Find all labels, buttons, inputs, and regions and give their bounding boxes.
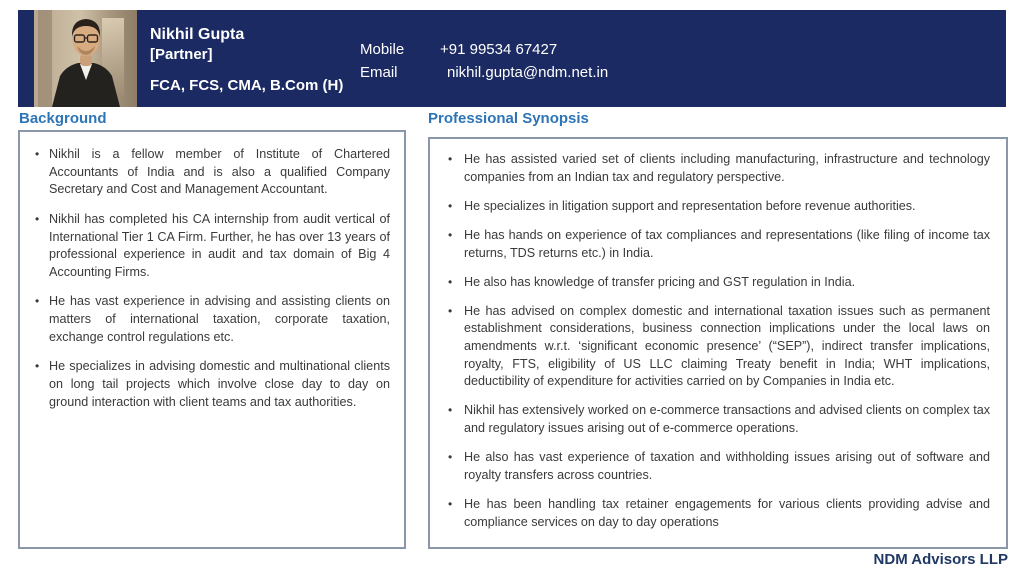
list-item: • Nikhil is a fellow member of Institute of Chartered Accountants of India and is also a qualified Company Secretary and Cost and Management Accountant.: [32, 146, 390, 199]
email-label: Email: [360, 64, 398, 81]
list-item: • Nikhil has extensively worked on e-commerce transactions and advised clients on complex tax and regulatory issues arising out of e-commerce operations.: [444, 402, 990, 437]
list-item: • He has advised on complex domestic and international taxation issues such as permanent establishment considerations, business connection implications under the local laws on amendments w.r.t. ‘significant economic presence’ (“SEP”), indirect transfer implications, royalty, FTS, eligibility of US LLC claiming Treaty benefit in India; WHT implications, deductibility of expenditure for activities carried on by Companies in India etc.: [444, 303, 990, 391]
contact-row-email: [360, 61, 608, 84]
professional-synopsis-list: [444, 151, 990, 531]
name-block: [150, 24, 343, 94]
list-item: • He has vast experience in advising and assisting clients on matters of international taxation, corporate taxation, exchange control regulations etc.: [32, 293, 390, 346]
list-item: • He also has knowledge of transfer pricing and GST regulation in India.: [444, 274, 990, 292]
contact-block: [360, 38, 608, 84]
profile-photo: [34, 10, 137, 107]
person-name: Nikhil Gupta: [150, 26, 245, 43]
mobile-label: Mobile: [360, 41, 405, 58]
list-item: • He specializes in advising domestic and multinational clients on long tail projects which involve close day to day on ground interaction with client teams and tax authorities.: [32, 358, 390, 411]
person-credentials: FCA, FCS, CMA, B.Com (H): [150, 77, 344, 94]
person-title: [Partner]: [150, 46, 213, 63]
list-item: • He has been handling tax retainer engagements for various clients providing advise and compliance services on day to day operations: [444, 496, 990, 531]
professional-synopsis-heading: Professional Synopsis: [428, 110, 589, 127]
list-item: • He specializes in litigation support and representation before revenue authorities.: [444, 198, 990, 216]
contact-row-mobile: [360, 38, 608, 61]
profile-photo-image: [34, 10, 137, 107]
header-band: [18, 10, 1006, 107]
professional-synopsis-box: [428, 137, 1008, 549]
list-item: • He has hands on experience of tax compliances and representations (like filing of income tax returns, TDS returns etc.) in India.: [444, 227, 990, 262]
list-item: • He has assisted varied set of clients including manufacturing, infrastructure and technology companies from an Indian tax and regulatory perspective.: [444, 151, 990, 186]
background-list: [32, 146, 390, 411]
mobile-value: +91 99534 67427: [440, 41, 558, 58]
list-item: • Nikhil has completed his CA internship from audit vertical of International Tier 1 CA Firm. Further, he has over 13 years of professional experience in audit and tax domain of Big 4 Accounting Firms.: [32, 211, 390, 282]
email-value: nikhil.gupta@ndm.net.in: [447, 64, 609, 81]
background-heading: Background: [19, 110, 107, 127]
background-box: [18, 130, 406, 549]
company-name: NDM Advisors LLP: [873, 551, 1008, 568]
list-item: • He also has vast experience of taxation and withholding issues arising out of software and royalty transfers across countries.: [444, 449, 990, 484]
